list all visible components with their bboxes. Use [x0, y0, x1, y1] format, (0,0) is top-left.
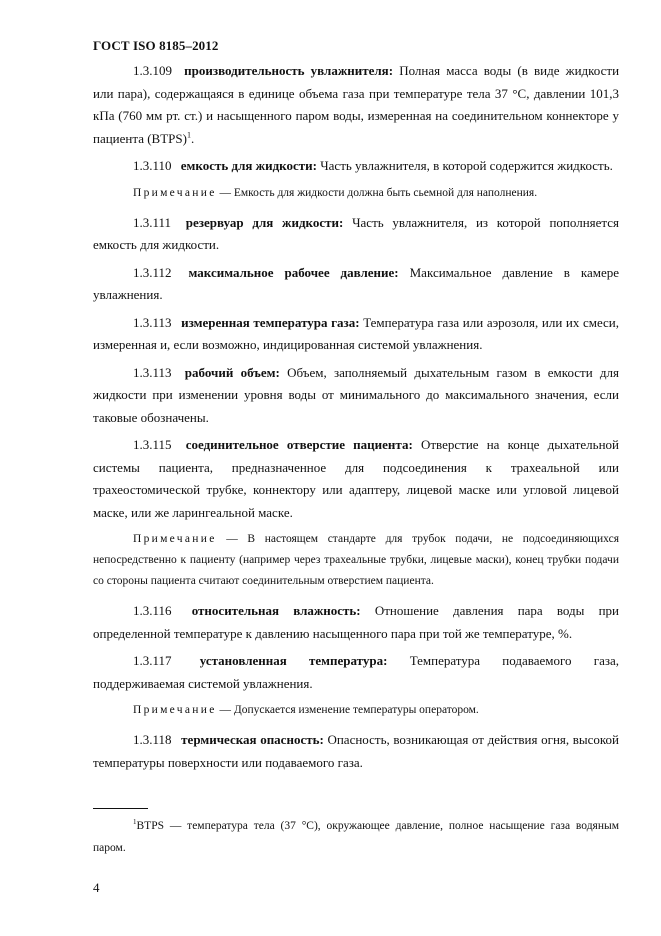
term-number: 1.3.110 — [133, 158, 172, 173]
note-label: Примечание — [133, 704, 217, 716]
note-label: Примечание — [133, 533, 217, 545]
term-entry-1-3-109 — [93, 60, 619, 150]
note-text: — Емкость для жидкости должна быть сьемной для наполнения. — [219, 186, 538, 199]
term-entry-1-3-110 — [93, 155, 619, 178]
footnote — [93, 815, 619, 859]
term-entry-1-3-116 — [93, 600, 619, 645]
term-definition: Температура газа или аэрозоля, или их смеси, измеренная и, если возможно, индицированная системой увлажнения. — [93, 314, 620, 352]
term-name: емкость для жидкости: — [180, 158, 317, 173]
note-1 — [93, 183, 619, 204]
term-definition: Температура подаваемого газа, поддерживаемая системой увлажнения. — [93, 653, 619, 691]
footnote-divider — [93, 808, 148, 809]
term-tail: . — [190, 130, 195, 146]
term-name: относительная влажность: — [191, 603, 361, 618]
term-number: 1.3.109 — [133, 63, 172, 78]
term-entry-1-3-112 — [93, 262, 619, 307]
document-header: ГОСТ ISO 8185–2012 — [93, 38, 219, 53]
term-name: измеренная температура газа: — [181, 314, 360, 330]
document-body — [93, 60, 619, 779]
note-2 — [93, 529, 619, 592]
term-entry-1-3-113-b — [93, 362, 619, 430]
page-number: 4 — [93, 880, 100, 895]
footnote-marker: 1 — [133, 818, 137, 827]
term-entry-1-3-118 — [93, 729, 619, 774]
term-name: резервуар для жидкости: — [185, 214, 344, 230]
term-number: 1.3.115 — [133, 437, 172, 452]
term-number: 1.3.113 — [133, 364, 172, 380]
term-entry-1-3-113-a — [93, 312, 619, 357]
term-entry-1-3-117 — [93, 650, 619, 695]
term-number: 1.3.113 — [133, 314, 172, 330]
term-definition: Объем, заполняемый дыхательным газом в емкости для жидкости при изменении уровня воды от минимального до максимального значения, если таковые обозначены. — [93, 364, 620, 425]
footnote-ref: 1 — [186, 130, 191, 140]
term-definition: Полная масса воды (в виде жидкости или пара), содержащаяся в единице объема газа при температуре тела 37 °С, давлении 101,3 кПа (760 мм рт. ст.) и насыщенного паром воды, измеренная на соединительном коннекторе у пациента (BTPS) — [93, 63, 620, 146]
term-number: 1.3.118 — [133, 732, 172, 747]
term-number: 1.3.111 — [133, 214, 172, 230]
term-name: термическая опасность: — [181, 732, 324, 747]
term-name: установленная температура: — [199, 653, 388, 668]
term-number: 1.3.117 — [133, 653, 172, 668]
term-name: соединительное отверстие пациента: — [185, 437, 413, 452]
term-definition: Максимальное давление в камере увлажнения. — [93, 264, 620, 302]
term-definition: Отверстие на конце дыхательной системы пациента, предназначенное для подсоединения к трахеальной или трахеостомической трубке, коннектору или адаптеру, лицевой маске или угловой лицевой маске, или же ларингеальной маске. — [93, 437, 620, 520]
term-name: рабочий объем: — [184, 364, 280, 380]
note-text: — В настоящем стандарте для трубок подачи, не подсоединяющихся непосредственно к пациенту (например через трахеальные трубки, лицевые маски), конец трубки подачи со стороны пациента считают соединительным отверстием пациента. — [93, 533, 619, 587]
note-label: Примечание — [133, 186, 217, 199]
term-name: производительность увлажнителя: — [184, 63, 394, 78]
term-definition: Отношение давления пара воды при определенной температуре к давлению насыщенного пара при той же температуре, %. — [93, 603, 619, 641]
term-definition: Часть увлажнителя, в которой содержится жидкость. — [320, 158, 613, 173]
term-entry-1-3-115 — [93, 434, 619, 524]
term-definition: Часть увлажнителя, из которой пополняется емкость для жидкости. — [93, 214, 619, 252]
term-name: максимальное рабочее давление: — [188, 264, 399, 280]
term-number: 1.3.112 — [133, 264, 172, 280]
note-3 — [93, 700, 619, 721]
term-entry-1-3-111 — [93, 212, 619, 257]
term-definition: Опасность, возникающая от действия огня, высокой температуры поверхности или подаваемого газа. — [93, 732, 620, 770]
footnote-text: BTPS — температура тела (37 °С), окружающее давление, полное насыщение газа водяным паром. — [93, 820, 619, 854]
term-number: 1.3.116 — [133, 603, 172, 618]
note-text: — Допускается изменение температуры оператором. — [219, 704, 479, 716]
